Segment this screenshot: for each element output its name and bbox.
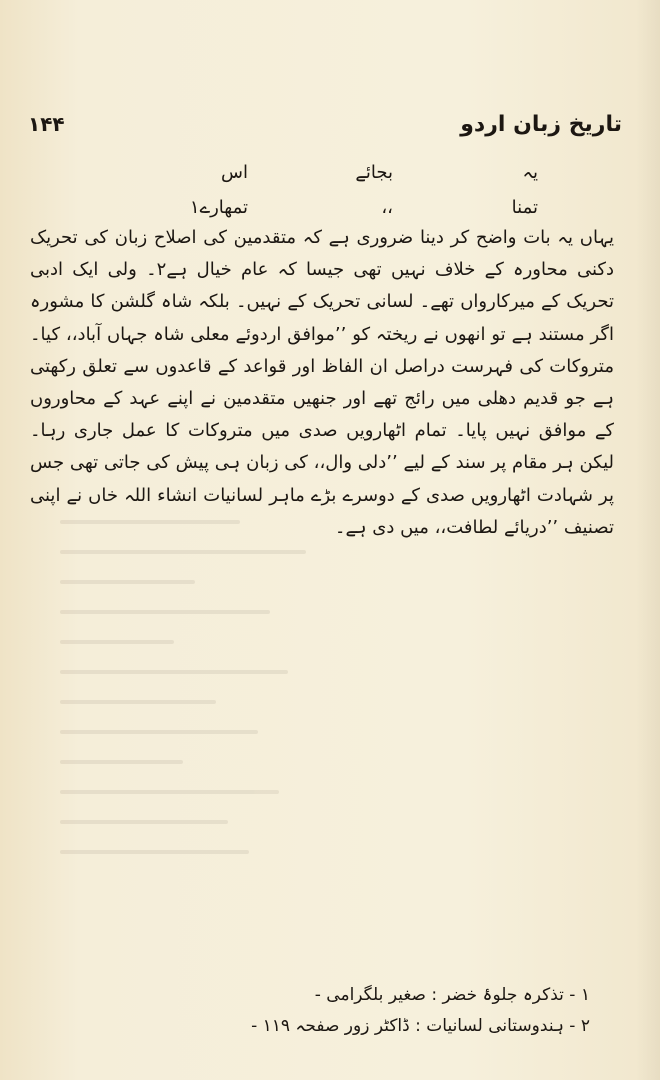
book-title: تاریخ زبان اردو — [460, 112, 622, 137]
page-number: ۱۴۴ — [28, 112, 65, 136]
verse-word: بجائے — [355, 162, 393, 183]
page-header — [28, 112, 622, 152]
verse-row-1 — [118, 162, 538, 197]
verse-word: تمھارے۱ — [189, 197, 248, 218]
verse-word: اس — [221, 162, 248, 183]
bleed-through-text — [60, 520, 360, 970]
verse-word: یہ — [522, 162, 538, 183]
verse-word: ،، — [381, 197, 393, 218]
footnotes — [30, 980, 590, 1042]
footnote-2: ۲ - ہندوستانی لسانیات : ڈاکٹر زور صفحہ ۱۱۹ - — [251, 1016, 590, 1036]
footnote-1: ۱ - تذکرہ جلوۂ خضر : صغیر بلگرامی - — [314, 985, 590, 1005]
verse-word: تمنا — [511, 197, 538, 218]
body-paragraph: یہاں یہ بات واضح کر دینا ضروری ہے کہ متقدمین کی اصلاح زبان کی تحریک دکنی محاورہ کے خلاف نہیں تھی جیسا کہ عام خیال ہے۲۔ ولی ایک ادبی تحریک کے میرکارواں تھے۔ لسانی تحریک کے نہیں۔ بلکہ شاہ گلشن کا مشورہ اگر مستند ہے تو انھوں نے ریختہ کو ’’موافق اردوئے معلی شاہ جہاں آباد،، کیا۔ متروکات کی فہرست دراصل ان الفاظ اور قواعد کے قاعدوں سے تعلق رکھتی ہے جو قدیم دھلی میں رائج تھے اور جنھیں متقدمین نے اپنے عہد کے محاوروں کے موافق نہیں پایا۔ تمام اٹھارویں صدی میں متروکات کا عمل جاری رہا۔ لیکن ہر مقام پر سند کے لیے ’’دلی وال،، کی زبان ہی پیش کی جاتی تھی جس پر شہادت اٹھارویں صدی کے دوسرے بڑے ماہر لسانیات انشاء اللہ خاں نے اپنی تصنیف ’’دریائے لطافت،، میں دی ہے۔ — [30, 227, 614, 538]
